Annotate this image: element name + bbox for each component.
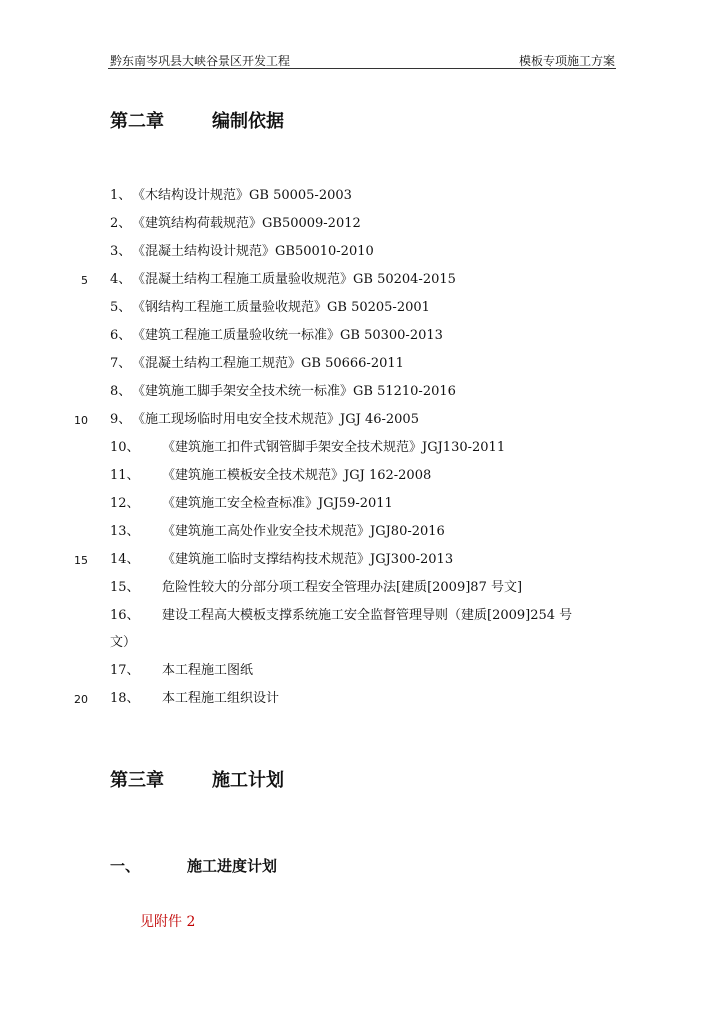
list-item-text: 本工程施工图纸 [162, 663, 254, 678]
list-item-text: 《建筑施工安全检查标准》JGJ59-2011 [162, 496, 393, 511]
list-item [110, 270, 456, 290]
list-item-number: 17、 [110, 663, 140, 678]
section1-heading [110, 855, 278, 876]
header-project-name: 黔东南岑巩县大峡谷景区开发工程 [110, 54, 291, 68]
list-item [110, 466, 432, 486]
list-item-text: 建设工程高大模板支撑系统施工安全监督管理导则（建质[2009]254 号 [162, 608, 573, 623]
list-item [110, 382, 456, 402]
list-item [110, 550, 454, 570]
list-item-text: 《混凝土结构工程施工规范》GB 50666-2011 [132, 356, 404, 371]
section1-title: 施工进度计划 [187, 857, 278, 875]
list-item-text: 《混凝土结构工程施工质量验收规范》GB 50204-2015 [132, 272, 456, 287]
list-item-number: 12、 [110, 496, 140, 511]
list-item [110, 438, 506, 458]
list-item [110, 689, 280, 709]
list-item [110, 298, 430, 318]
list-item-text: 本工程施工组织设计 [162, 691, 280, 706]
list-item-number: 15、 [110, 580, 140, 595]
list-item-text: 《建筑施工高处作业安全技术规范》JGJ80-2016 [162, 524, 445, 539]
list-item-number: 2、 [110, 216, 132, 231]
list-item [110, 186, 352, 206]
header-rule [108, 68, 616, 69]
line-number: 10 [74, 414, 88, 427]
chapter3-title: 施工计划 [212, 770, 284, 791]
list-item-number: 7、 [110, 356, 132, 371]
chapter3-label: 第三章 [110, 770, 164, 791]
list-item-number: 4、 [110, 272, 132, 287]
list-item [110, 326, 443, 346]
section1-label: 一、 [110, 857, 141, 875]
list-item-continuation: 文） [110, 635, 137, 650]
list-item-number: 5、 [110, 300, 132, 315]
list-item-number: 1、 [110, 188, 132, 203]
list-item-number: 10、 [110, 440, 140, 455]
list-item [110, 214, 361, 234]
list-item [110, 494, 393, 514]
list-item-text: 《施工现场临时用电安全技术规范》JGJ 46-2005 [132, 412, 419, 427]
list-item-text: 《钢结构工程施工质量验收规范》GB 50205-2001 [132, 300, 430, 315]
list-item-number: 14、 [110, 552, 140, 567]
list-item [110, 354, 404, 374]
list-item [110, 661, 254, 681]
list-item-number: 8、 [110, 384, 132, 399]
list-item-number: 3、 [110, 244, 132, 259]
list-item [110, 522, 445, 542]
list-item-number: 6、 [110, 328, 132, 343]
list-item [110, 606, 573, 626]
line-number: 15 [74, 554, 88, 567]
chapter2-label: 第二章 [110, 111, 164, 132]
list-item-text: 《建筑施工脚手架安全技术统一标准》GB 51210-2016 [132, 384, 456, 399]
list-item-number: 18、 [110, 691, 140, 706]
line-number: 5 [81, 274, 88, 287]
list-item-number: 16、 [110, 608, 140, 623]
chapter2-title: 编制依据 [212, 111, 284, 132]
list-item-text: 危险性较大的分部分项工程安全管理办法[建质[2009]87 号文] [162, 580, 523, 595]
line-number: 20 [74, 693, 88, 706]
list-item-text: 《建筑结构荷载规范》GB50009-2012 [132, 216, 361, 231]
attachment-note: 见附件 2 [140, 914, 196, 930]
chapter3-heading [110, 766, 284, 792]
list-item-text: 《建筑施工临时支撑结构技术规范》JGJ300-2013 [162, 552, 454, 567]
list-item-number: 9、 [110, 412, 132, 427]
list-item-text: 《建筑施工模板安全技术规范》JGJ 162-2008 [162, 468, 432, 483]
list-item-number: 11、 [110, 468, 140, 483]
list-item-text: 《建筑施工扣件式钢管脚手架安全技术规范》JGJ130-2011 [162, 440, 506, 455]
list-item [110, 410, 419, 430]
header-document-title: 模板专项施工方案 [518, 54, 615, 68]
list-item [110, 578, 523, 598]
list-item-text: 《木结构设计规范》GB 50005-2003 [132, 188, 352, 203]
list-item-text: 《混凝土结构设计规范》GB50010-2010 [132, 244, 374, 259]
list-item-text: 《建筑工程施工质量验收统一标准》GB 50300-2013 [132, 328, 443, 343]
chapter2-heading [110, 107, 284, 133]
list-item-number: 13、 [110, 524, 140, 539]
list-item [110, 242, 374, 262]
